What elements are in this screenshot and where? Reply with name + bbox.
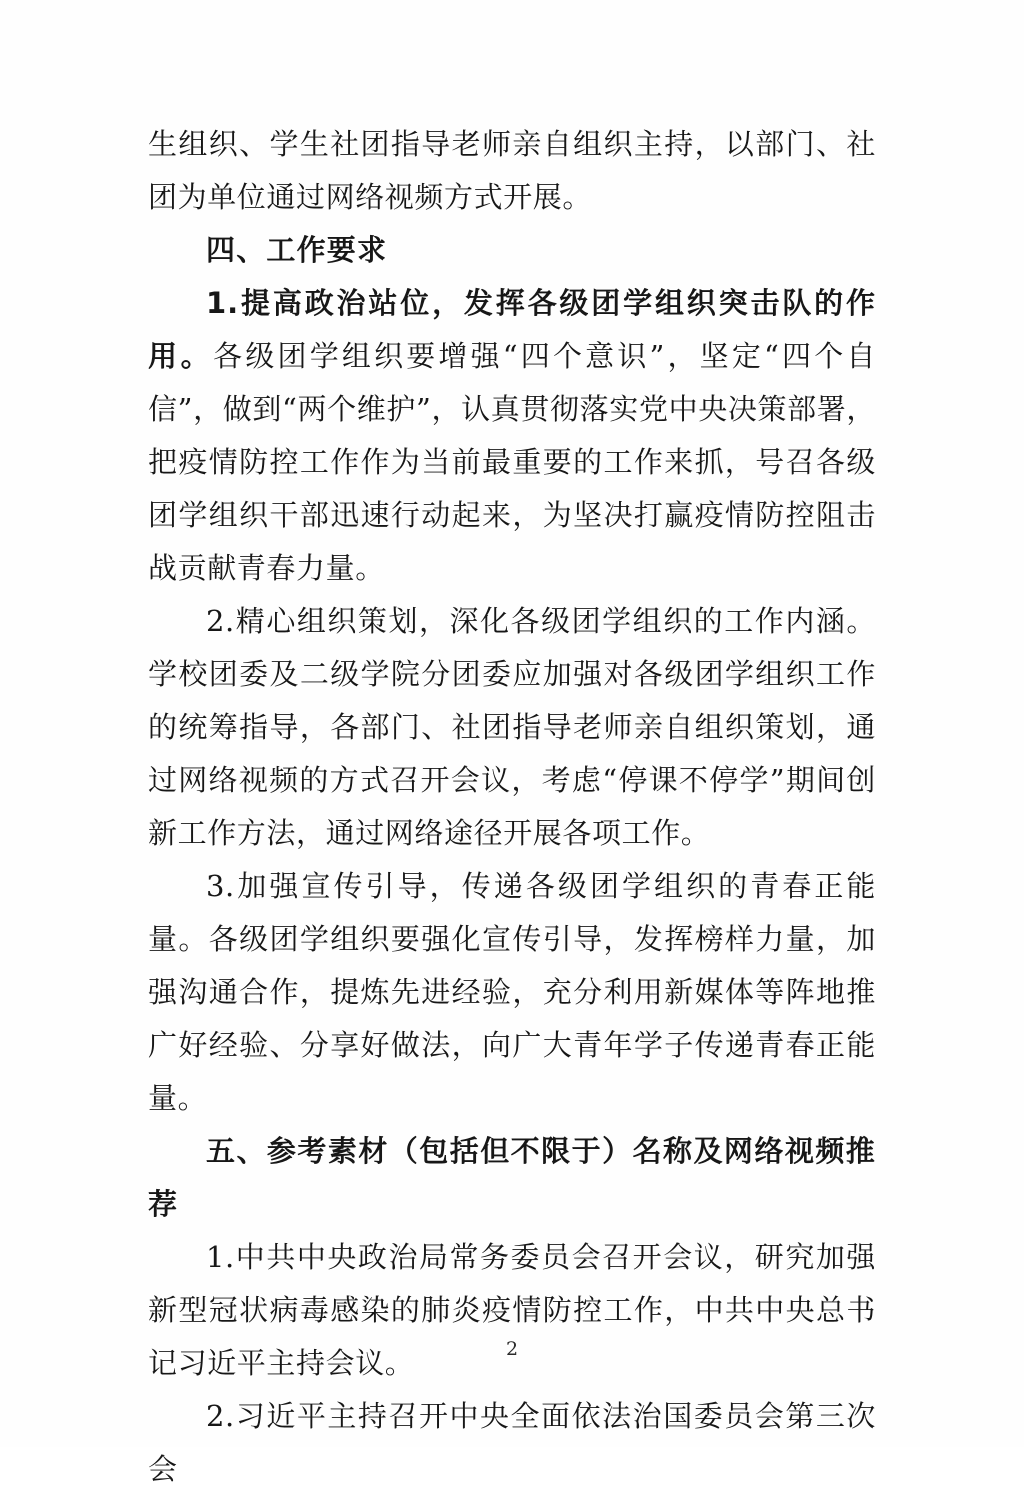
document-body <box>148 118 876 1496</box>
heading-section-five: 五、参考素材（包括但不限于）名称及网络视频推荐 <box>148 1134 876 1221</box>
paragraph-item-1 <box>148 277 876 595</box>
paragraph-item-1-body: 各级团学组织要增强“四个意识”，坚定“四个自信”，做到“两个维护”，认真贯彻落实党中央决策部署，把疫情防控工作作为当前最重要的工作来抓，号召各级团学组织干部迅速行动起来，为坚决打赢疫情防控阻击战贡献青春力量。 <box>148 339 876 585</box>
paragraph-item-3: 3.加强宣传引导，传递各级团学组织的青春正能量。各级团学组织要强化宣传引导，发挥榜样力量，加强沟通合作，提炼先进经验，充分利用新媒体等阵地推广好经验、分享好做法，向广大青年学子传递青春正能量。 <box>148 869 876 1115</box>
paragraph-item-2: 2.精心组织策划，深化各级团学组织的工作内涵。学校团委及二级学院分团委应加强对各级团学组织工作的统筹指导，各部门、社团指导老师亲自组织策划，通过网络视频的方式召开会议，考虑“停课不停学”期间创新工作方法，通过网络途径开展各项工作。 <box>148 604 876 850</box>
paragraph-item-1-lead: 1.提高政治站位，发挥各级团学组织突击队的作用。 <box>148 286 876 373</box>
paragraph-continuation: 生组织、学生社团指导老师亲自组织主持，以部门、社团为单位通过网络视频方式开展。 <box>148 127 876 214</box>
paragraph-reference-1: 1.中共中央政治局常务委员会召开会议，研究加强新型冠状病毒感染的肺炎疫情防控工作，中共中央总书记习近平主持会议。 <box>148 1240 876 1380</box>
page-number: 2 <box>505 1338 519 1360</box>
paragraph-reference-2: 2.习近平主持召开中央全面依法治国委员会第三次会 <box>148 1399 876 1486</box>
heading-section-four: 四、工作要求 <box>206 233 388 267</box>
